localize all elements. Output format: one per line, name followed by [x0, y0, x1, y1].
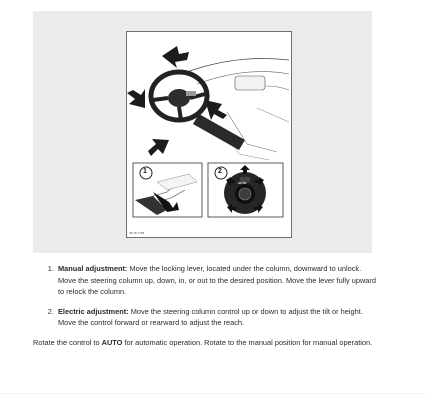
- note-before: Rotate the control to: [33, 337, 102, 347]
- instructions: [33, 263, 381, 348]
- page-divider: [0, 393, 427, 394]
- steps-list: [33, 263, 381, 329]
- auto-note: [33, 337, 381, 349]
- step-title: Electric adjustment:: [58, 306, 129, 316]
- step-text: Move the locking lever, located under the column, downward to unlock. Move the steering column up, down, in, or out to the desired position. Move the lever fully upward to relock the column.: [58, 264, 376, 296]
- inset-2-number: 2: [218, 168, 222, 175]
- steering-adjustment-illustration: [126, 31, 292, 238]
- note-after: for automatic operation. Rotate to the manual position for manual operation.: [122, 337, 373, 347]
- step-text: Move the steering column control up or down to adjust the tilt or height. Move the control forward or rearward to adjust the reach.: [58, 306, 363, 327]
- step-manual-adjustment: [56, 263, 381, 298]
- illustration-drawing: [127, 32, 291, 237]
- steering-wheel: [151, 72, 207, 120]
- figure-panel: [33, 11, 372, 253]
- step-title: Manual adjustment:: [58, 264, 128, 273]
- figure-id: JB 48 7786: [129, 231, 145, 235]
- inset-1-number: 1: [143, 168, 147, 175]
- auto-control-label: AUTO: [238, 181, 247, 185]
- step-electric-adjustment: [56, 306, 381, 329]
- note-keyword: AUTO: [101, 337, 123, 347]
